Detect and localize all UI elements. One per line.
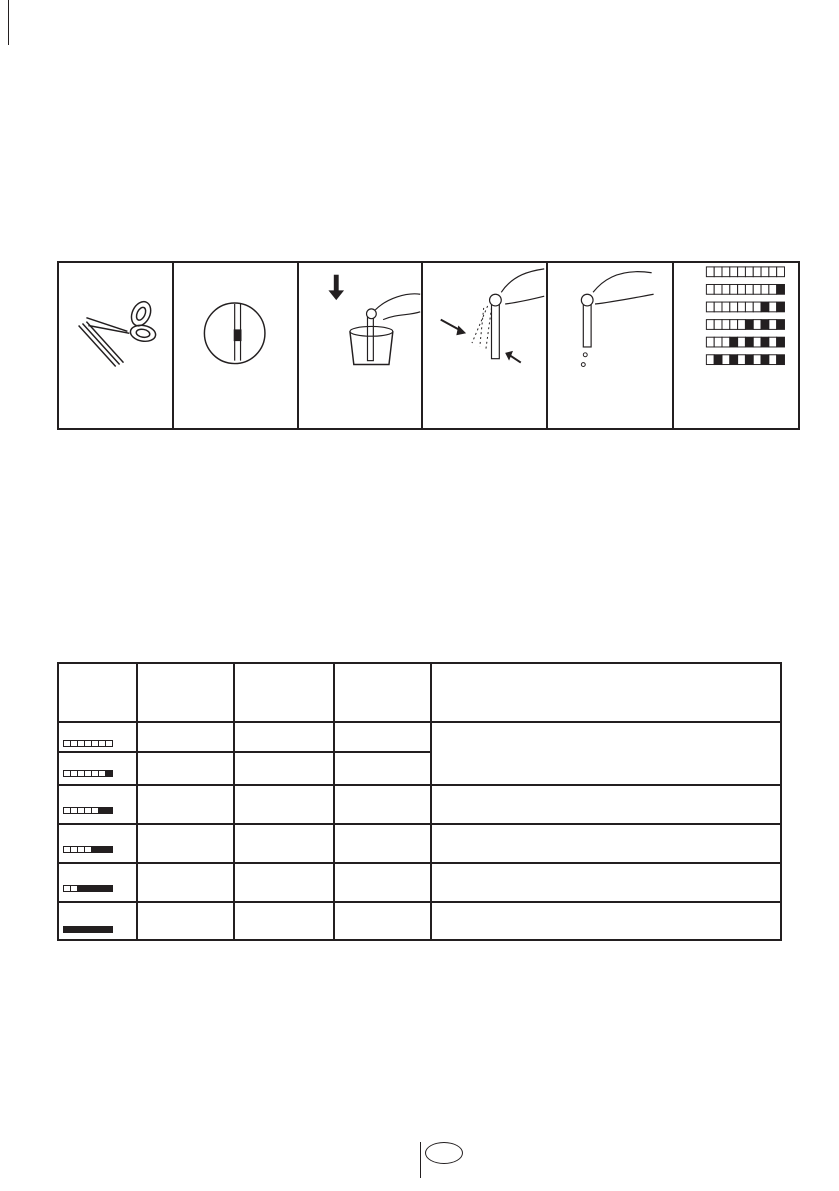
dip-strip-in-glass-icon [299,263,423,428]
scale-cell [769,302,777,312]
scale-cell [729,320,737,330]
scale-cell [714,355,722,365]
scale-cell [714,337,722,347]
scale-cell [745,267,753,277]
scale-cell [729,302,737,312]
scale-cell [722,284,730,294]
scale-cell [706,267,714,277]
scale-cell [776,284,784,294]
scale-cell [722,267,730,277]
scale-cell [729,267,737,277]
scale-cell [722,337,730,347]
color-scale-chart-icon [674,263,798,428]
scale-cell [776,267,784,277]
strip-drying-icon [548,263,673,428]
scale-cell [729,355,737,365]
scale-cell [706,302,714,312]
scale-cell [745,355,753,365]
test-strip-result-2 [63,807,112,814]
strip-magnified-icon [174,263,298,428]
scale-cell [737,284,745,294]
scale-cell [753,337,761,347]
scale-cell [737,302,745,312]
scale-cell [761,355,769,365]
scale-cell [722,355,730,365]
scale-cell [753,267,761,277]
scale-cell [745,320,753,330]
strip-cell [105,807,113,814]
scale-cell [761,284,769,294]
scale-cell [706,320,714,330]
scale-cell [745,284,753,294]
scale-cell [737,355,745,365]
scale-cell [745,302,753,312]
scale-cell [737,320,745,330]
strip-cell [105,770,113,777]
test-strip-result-4 [63,885,112,892]
crop-mark [0,0,9,45]
scale-cell [776,337,784,347]
page-divider [420,1142,421,1178]
scale-cell [753,355,761,365]
scale-cell [753,320,761,330]
scale-cell [761,337,769,347]
scale-cell [706,337,714,347]
scale-cell [722,302,730,312]
scale-cell [769,284,777,294]
scale-cell [761,320,769,330]
test-strip-result-5 [63,926,112,933]
scale-cell [745,337,753,347]
scale-cell [722,320,730,330]
test-strip-result-1 [63,770,112,777]
scale-cell [776,302,784,312]
scale-cell [769,320,777,330]
scissors-cutting-strip-icon [59,263,174,428]
strip-cell [105,740,113,747]
scale-cell [776,320,784,330]
scale-cell [714,284,722,294]
scale-cell [729,284,737,294]
scale-cell [706,284,714,294]
scale-cell [769,337,777,347]
test-steps-panel [57,261,800,430]
strip-cell [105,926,113,933]
scale-cell [769,355,777,365]
scale-cell [761,267,769,277]
strip-cell [105,846,113,853]
strip-cell [105,885,113,892]
language-badge [425,1142,463,1164]
scale-cell [729,337,737,347]
scale-cell [714,320,722,330]
test-strip-result-0 [63,740,112,747]
scale-cell [737,337,745,347]
scale-cell [769,267,777,277]
scale-cell [753,284,761,294]
water-hardness-table [57,662,782,941]
shake-strip-icon [423,263,548,428]
scale-cell [737,267,745,277]
scale-cell [714,302,722,312]
scale-cell [714,267,722,277]
scale-cell [753,302,761,312]
scale-cell [776,355,784,365]
scale-cell [706,355,714,365]
test-strip-result-3 [63,846,112,853]
scale-cell [761,302,769,312]
